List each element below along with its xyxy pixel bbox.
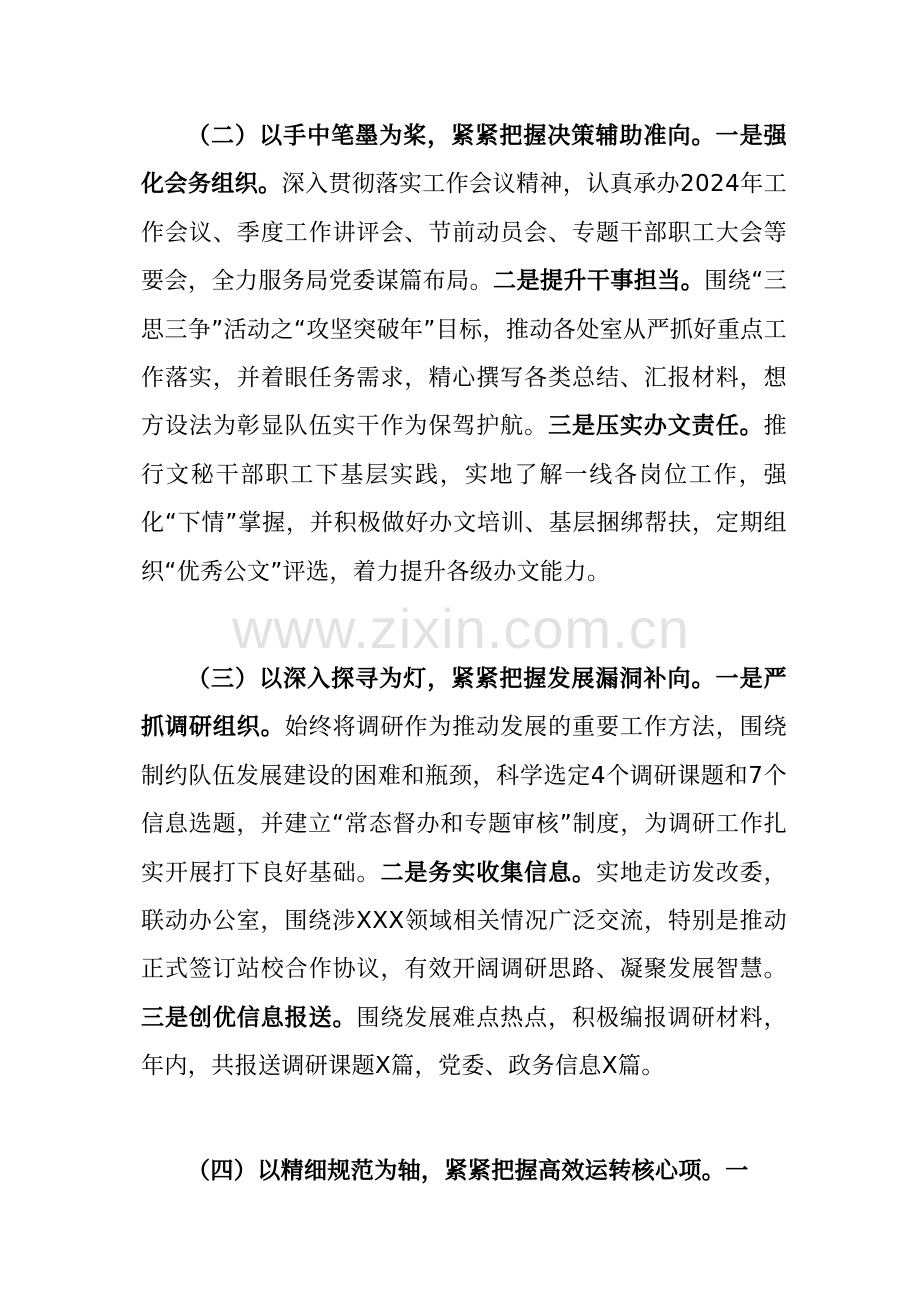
point-text: 围绕“三思三争”活动之“攻坚突破年”目标，推动各处室从严抓好重点工作落实，并着眼任务需求，精心撰写各类总结、汇报材料，想方设法为彰显队伍实干作为保驾护航。 [141, 268, 788, 440]
watermark: www.zixin.com.cn [232, 597, 690, 660]
point-label: 二是务实收集信息。 [380, 859, 596, 886]
section-heading: （二）以手中笔墨为桨，紧紧把握决策辅助准向。 [187, 123, 716, 149]
point-label: 二是提升干事担当。 [493, 268, 705, 295]
paragraph-section-2 [141, 112, 787, 596]
point-label: 一是强化会务组织。 [141, 123, 787, 198]
point-text: 围绕发展难点热点，积极编报调研材料，年内，共报送调研课题X篇，党委、政务信息X篇。 [141, 1004, 787, 1080]
section-heading: （四）以精细规范为轴，紧紧把握高效运转核心项。 [187, 1158, 726, 1184]
section-heading: （三）以深入探寻为灯，紧紧把握发展漏洞补向。 [187, 666, 716, 692]
paragraph-section-3 [141, 655, 787, 1091]
point-label: 一是严抓调研组织。 [141, 666, 787, 741]
point-text: 推行文秘干部职工下基层实践，实地了解一线各岗位工作，强化“下情”掌握，并积极做好办文培训、基层捆绑帮扶，定期组织“优秀公文”评选，着力提升各级办文能力。 [141, 413, 787, 585]
point-text: 始终将调研作为推动发展的重要工作方法，围绕制约队伍发展建设的困难和瓶颈，科学选定4个调研课题和7个信息选题，并建立“常态督办和专题审核”制度，为调研工作扎实开展打下良好基础。 [141, 714, 788, 886]
point-label: 一 [725, 1158, 749, 1184]
point-text: 深入贯彻落实工作会议精神，认真承办2024年工作会议、季度工作讲评会、节前动员会、专题干部职工大会等要会，全力服务局党委谋篇布局。 [141, 171, 787, 295]
point-text: 实地走访发改委，联动办公室，围绕涉XXX领域相关情况广泛交流，特别是推动正式签订站校合作协议，有效开阔调研思路、凝聚发展智慧。 [141, 859, 788, 983]
paragraph-section-4 [141, 1147, 787, 1195]
point-label: 三是创优信息报送。 [141, 1004, 357, 1031]
point-label: 三是压实办文责任。 [548, 413, 764, 440]
